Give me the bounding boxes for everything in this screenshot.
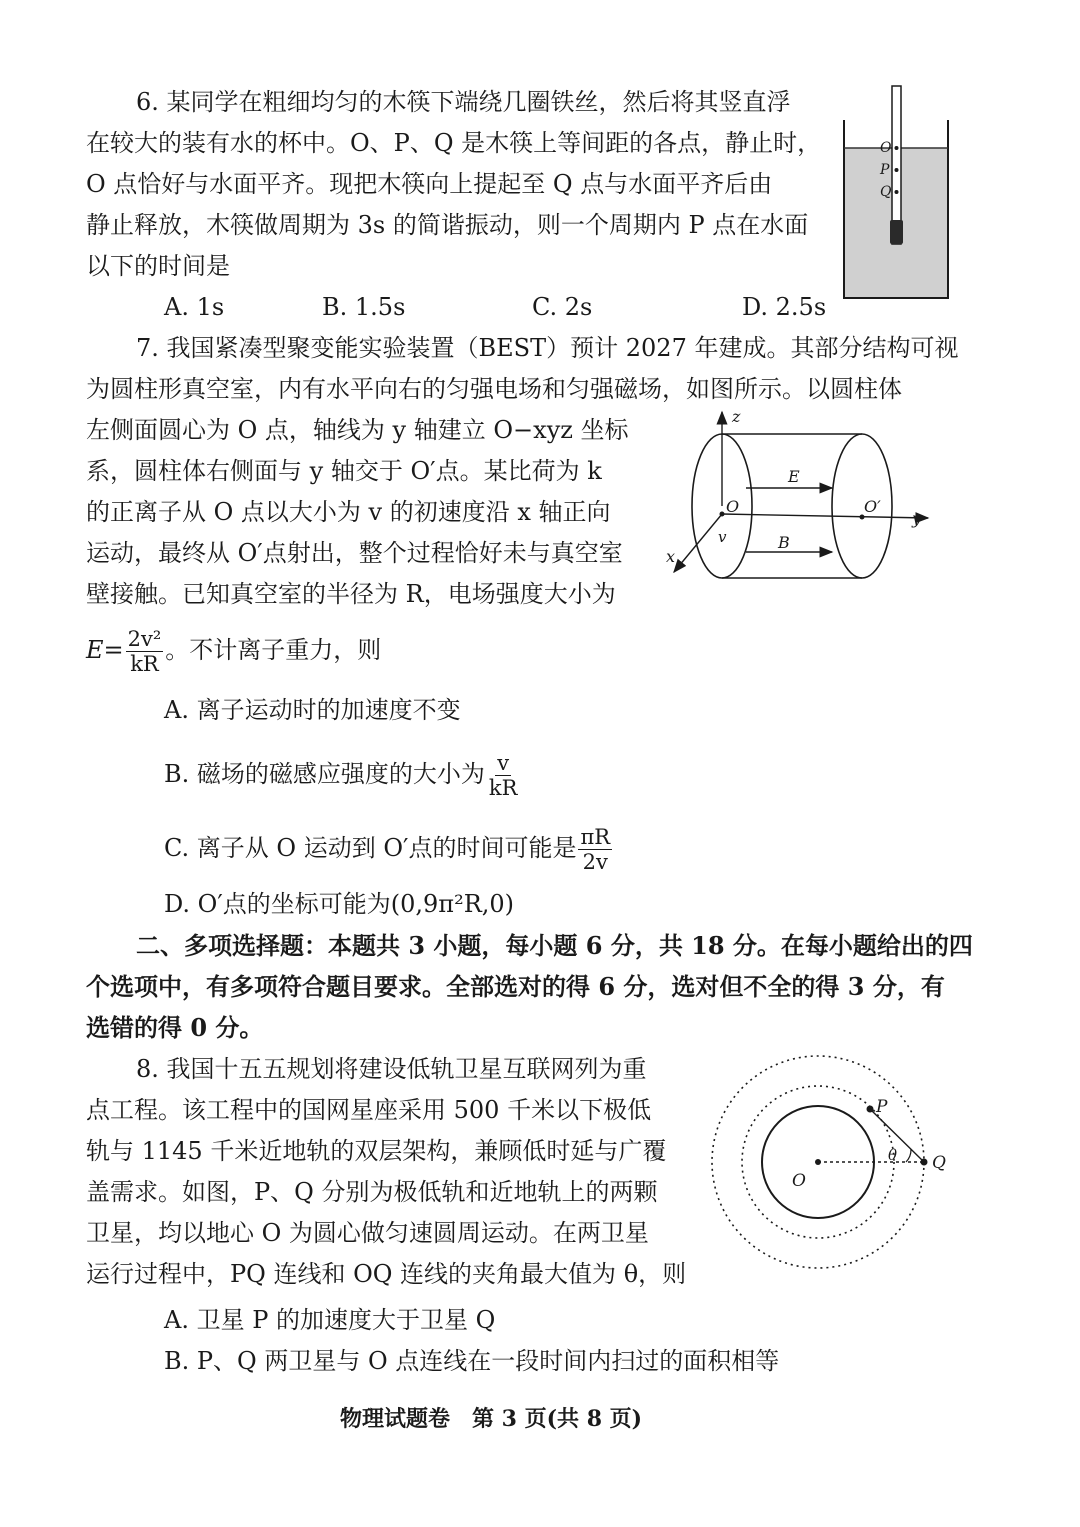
q6-option-b: B. 1.5s	[322, 293, 406, 321]
o-label: O	[726, 497, 740, 516]
q7-option-b-denominator: kR	[488, 776, 518, 800]
e-numerator: 2v²	[127, 627, 162, 651]
section2-line-2: 个选项中，有多项符合题目要求。全部选对的得 6 分，选对但不全的得 3 分，有	[86, 972, 945, 1001]
section2-line-3: 选错的得 0 分。	[86, 1013, 264, 1042]
theta-arc	[906, 1149, 911, 1162]
q8-line-6: 运行过程中，PQ 连线和 OQ 连线的夹角最大值为 θ，则	[86, 1260, 687, 1288]
q7-line-6: 运动，最终从 O′点射出，整个过程恰好未与真空室	[86, 539, 623, 567]
point-p	[895, 168, 899, 172]
point-o	[895, 146, 899, 150]
q7-line-2: 为圆柱形真空室，内有水平向右的匀强电场和匀强磁场，如图所示。以圆柱体	[86, 375, 902, 403]
q7-line-4: 系，圆柱体右侧面与 y 轴交于 O′点。某比荷为 k	[86, 457, 602, 485]
q6-option-a: A. 1s	[164, 293, 225, 321]
label-q: Q	[880, 184, 892, 200]
section2-line-1: 二、多项选择题：本题共 3 小题，每小题 6 分，共 18 分。在每小题给出的四	[136, 931, 973, 960]
x-axis	[674, 514, 722, 572]
q8-line-5: 卫星，均以地心 O 为圆心做匀速圆周运动。在两卫星	[86, 1219, 649, 1247]
q7-line-1: 7. 我国紧凑型聚变能实验装置（BEST）预计 2027 年建成。其部分结构可视	[136, 334, 959, 362]
q8-line-4: 盖需求。如图，P、Q 分别为极低轨和近地轨上的两颗	[86, 1178, 658, 1206]
y-axis	[722, 514, 928, 518]
q7-option-b-fraction	[487, 751, 520, 800]
label-o: O	[880, 140, 892, 156]
q7-option-c	[164, 822, 614, 874]
q8-line-3: 轨与 1145 千米近地轨的双层架构，兼顾低时延与广覆	[86, 1137, 667, 1165]
label-p: P	[880, 162, 890, 178]
q7-line-5: 的正离子从 O 点以大小为 v 的初速度沿 x 轴正向	[86, 498, 611, 526]
q7-option-b	[164, 748, 521, 800]
q7-option-c-numerator: πR	[580, 825, 611, 849]
q7-figure-cylinder	[660, 404, 940, 584]
e-suffix: 。不计离子重力，则	[165, 636, 382, 664]
theta-label: θ	[888, 1146, 898, 1164]
iron-wire	[890, 220, 903, 244]
satellite-q	[921, 1159, 928, 1166]
q6-option-c: C. 2s	[532, 293, 593, 321]
q7-option-c-fraction	[578, 825, 612, 874]
q6-line-5: 以下的时间是	[86, 252, 230, 280]
q7-option-a: A. 离子运动时的加速度不变	[164, 696, 461, 724]
q-label: Q	[932, 1153, 946, 1173]
e-label: E	[788, 467, 800, 486]
b-label: B	[778, 533, 790, 552]
q8-line-2: 点工程。该工程中的国网星座采用 500 千米以下极低	[86, 1096, 652, 1124]
q6-line-3: O 点恰好与水面平齐。现把木筷向上提起至 Q 点与水面平齐后由	[86, 170, 773, 198]
y-label: y	[912, 509, 922, 528]
q6-line-2: 在较大的装有水的杯中。O、P、Q 是木筷上等间距的各点，静止时，	[86, 129, 822, 157]
q7-line-7: 壁接触。已知真空室的半径为 R，电场强度大小为	[86, 580, 616, 608]
q6-line-4: 静止释放，木筷做周期为 3s 的简谐振动，则一个周期内 P 点在水面	[86, 211, 809, 239]
q7-option-c-text: C. 离子从 O 运动到 O′点的时间可能是	[164, 834, 577, 862]
o-label: O	[792, 1171, 806, 1191]
q7-option-c-denominator: 2v	[582, 850, 608, 874]
x-label: x	[666, 547, 676, 566]
q7-option-b-numerator: v	[497, 751, 510, 775]
p-label: P	[876, 1097, 888, 1117]
q7-option-b-text: B. 磁场的磁感应强度的大小为	[164, 760, 485, 788]
q6-figure-cup	[836, 80, 960, 305]
satellite-p	[867, 1106, 874, 1113]
page-footer: 物理试题卷 第 3 页(共 8 页)	[340, 1406, 643, 1432]
q7-field-formula	[86, 624, 381, 676]
e-fraction	[126, 627, 164, 676]
q8-figure-orbits	[706, 1050, 946, 1270]
q7-option-d: D. O′点的坐标可能为(0,9π²R,0)	[164, 890, 515, 918]
right-face	[832, 434, 892, 578]
e-denominator: kR	[130, 652, 159, 676]
point-o	[720, 512, 725, 517]
q7-line-3: 左侧面圆心为 O 点，轴线为 y 轴建立 O−xyz 坐标	[86, 416, 629, 444]
q6-option-d: D. 2.5s	[742, 293, 827, 321]
q8-option-b: B. P、Q 两卫星与 O 点连线在一段时间内扫过的面积相等	[164, 1347, 780, 1375]
q8-line-1: 8. 我国十五五规划将建设低轨卫星互联网列为重	[136, 1055, 647, 1083]
o-prime-label: O′	[864, 497, 881, 516]
z-label: z	[732, 407, 741, 426]
v-label: v	[718, 528, 727, 546]
q6-line-1: 6. 某同学在粗细均匀的木筷下端绕几圈铁丝，然后将其竖直浮	[136, 88, 791, 116]
e-prefix: E=	[86, 636, 124, 664]
q8-option-a: A. 卫星 P 的加速度大于卫星 Q	[164, 1306, 496, 1334]
point-q	[895, 190, 899, 194]
